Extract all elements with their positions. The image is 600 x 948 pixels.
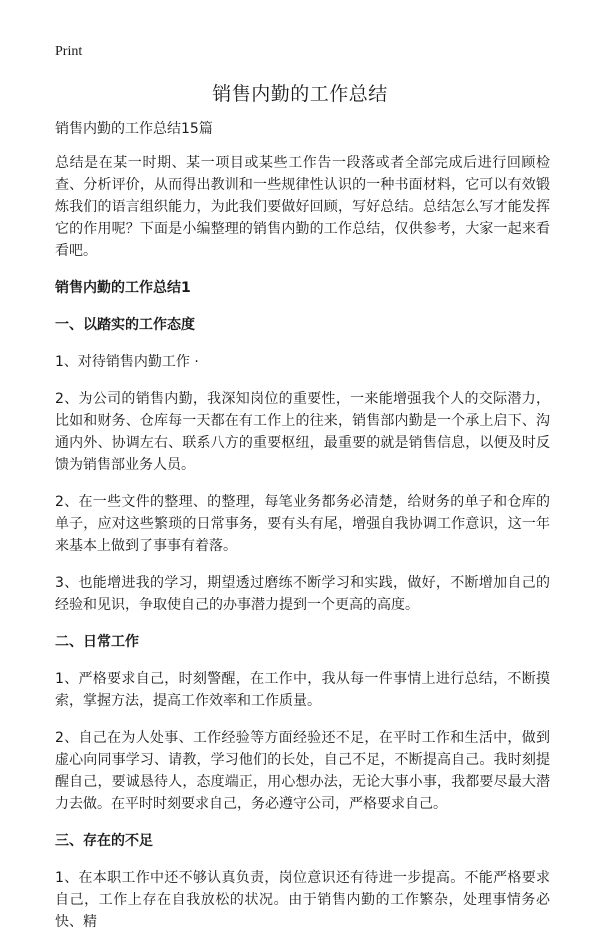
section1-paragraph: 2、为公司的销售内勤，我深知岗位的重要性，一来能增强我个人的交际潜力，比如和财务、仓库每一天都在有工作上的往来，销售部内勤是一个承上启下、沟通内外、协调左右、联系八方的重要枢纽，最重要的就是销售信息，以便及时反馈为销售部业务人员。 bbox=[55, 391, 550, 473]
document-subtitle: 销售内勤的工作总结15篇 bbox=[55, 121, 213, 137]
article-heading: 销售内勤的工作总结1 bbox=[55, 280, 191, 296]
section3-paragraph: 1、在本职工作中还不够认真负责，岗位意识还有待进一步提高。不能严格要求自己，工作上存在自我放松的状况。由于销售内勤的工作繁杂，处理事情务必快、精 bbox=[55, 870, 550, 930]
section-heading-shortcomings: 三、存在的不足 bbox=[55, 833, 153, 849]
print-link[interactable]: Print bbox=[55, 44, 83, 59]
section1-paragraph: 1、对待销售内勤工作 · bbox=[55, 354, 199, 370]
section-heading-daily-work: 二、日常工作 bbox=[55, 634, 139, 650]
document-title: 销售内勤的工作总结 bbox=[212, 83, 388, 105]
section1-paragraph: 3、也能增进我的学习，期望透过磨练不断学习和实践，做好，不断增加自己的经验和见识，争取使自己的办事潜力提到一个更高的高度。 bbox=[55, 575, 550, 613]
section2-paragraph: 2、自己在为人处事、工作经验等方面经验还不足，在平时工作和生活中，做到虚心向同事学习、请教，学习他们的长处，自己不足，不断提高自己。我时刻提醒自己，要诚恳待人，态度端正，用心想办法，无论大事小事，我都要尽最大潜力去做。在平时时刻要求自己，务必遵守公司，严格要求自己。 bbox=[55, 730, 550, 812]
document-body bbox=[55, 118, 550, 948]
section-heading-attitude: 一、以踏实的工作态度 bbox=[55, 317, 195, 333]
section1-paragraph: 2、在一些文件的整理、的整理，每笔业务都务必清楚，给财务的单子和仓库的单子，应对这些繁琐的日常事务，要有头有尾，增强自我协调工作意识，这一年来基本上做到了事事有着落。 bbox=[55, 494, 550, 554]
intro-paragraph: 总结是在某一时期、某一项目或某些工作告一段落或者全部完成后进行回顾检查、分析评价，从而得出教训和一些规律性认识的一种书面材料，它可以有效锻炼我们的语言组织能力，为此我们要做好回顾，写好总结。总结怎么写才能发挥它的作用呢？下面是小编整理的销售内勤的工作总结，仅供参考，大家一起来看看吧。 bbox=[55, 155, 550, 259]
section2-paragraph: 1、严格要求自己，时刻警醒，在工作中，我从每一件事情上进行总结，不断摸索，掌握方法，提高工作效率和工作质量。 bbox=[55, 671, 550, 709]
